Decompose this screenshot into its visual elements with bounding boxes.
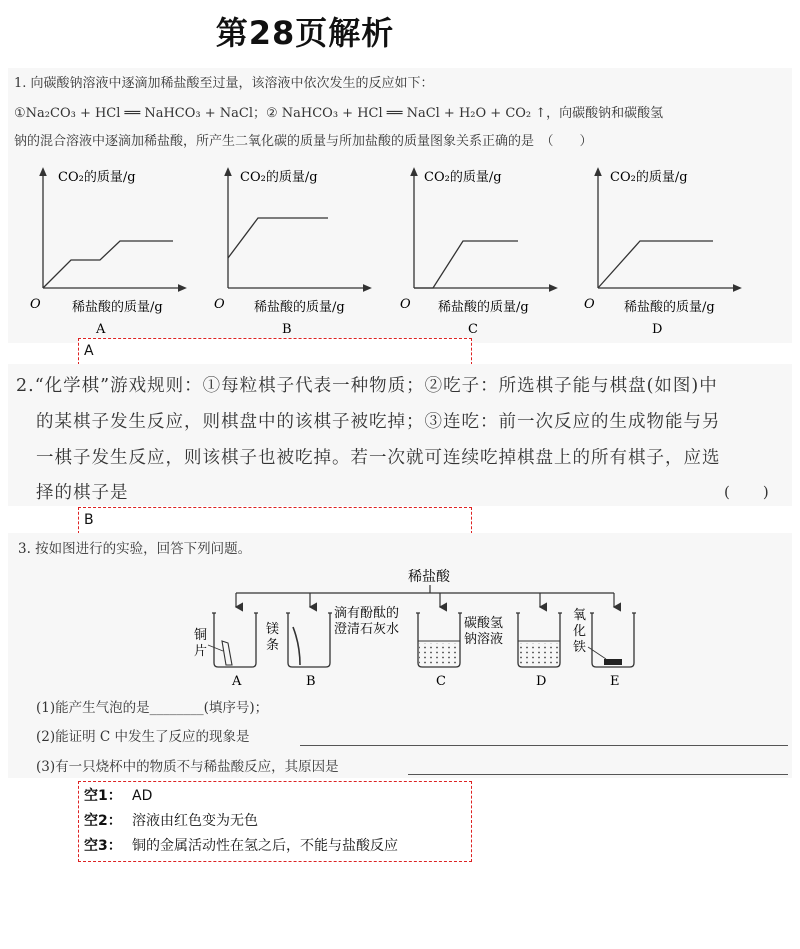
graph-d bbox=[584, 170, 738, 337]
q1-answer: A bbox=[84, 343, 94, 359]
q3-answer-1 bbox=[79, 784, 471, 809]
answer-1-text: AD bbox=[132, 788, 153, 804]
q1-line-3: 钠的混合溶液中逐滴加稀盐酸，所产生二氧化碳的质量与所加盐酸的质量图象关系正确的是 （ ） bbox=[14, 134, 593, 149]
label-c-1: 滴有酚酞的 bbox=[334, 606, 400, 621]
label-e-1: 氧 bbox=[573, 608, 587, 623]
answer-2-label: 空2： bbox=[84, 813, 122, 829]
q3-intro: 3. 按如图进行的实验，回答下列问题。 bbox=[18, 541, 252, 557]
graph-d-xlabel: 稀盐酸的质量/g bbox=[624, 300, 715, 315]
graph-a-option: A bbox=[96, 322, 106, 337]
graph-d-origin: O bbox=[584, 297, 595, 312]
graph-d-ylabel: CO₂的质量/g bbox=[610, 170, 688, 185]
beaker-e-label: E bbox=[610, 674, 620, 689]
q3-sub-2: (2)能证明 C 中发生了反应的现象是 bbox=[36, 729, 250, 745]
graph-b-ylabel: CO₂的质量/g bbox=[240, 170, 318, 185]
question-1-scan bbox=[8, 68, 792, 343]
label-mg-2: 条 bbox=[266, 638, 280, 653]
beaker-c bbox=[334, 605, 462, 689]
q2-answer-box bbox=[78, 507, 472, 534]
graph-b-option: B bbox=[282, 322, 292, 337]
graph-d-curve bbox=[598, 241, 713, 288]
q3-sub-1: (1)能产生气泡的是________(填序号)； bbox=[36, 700, 269, 716]
q1-answer-box bbox=[78, 338, 472, 365]
label-c-2: 澄清石灰水 bbox=[334, 622, 400, 637]
bicarbonate-liquid bbox=[519, 643, 559, 665]
beaker-c-label: C bbox=[436, 674, 446, 689]
iron-oxide-solid bbox=[604, 659, 622, 665]
label-e-2: 化 bbox=[573, 624, 587, 639]
graph-d-option: D bbox=[652, 322, 663, 337]
answer-1-label: 空1： bbox=[84, 788, 122, 804]
q2-line-2: 的某棋子发生反应，则棋盘中的该棋子被吃掉；③连吃：前一次反应的生成物能与另 bbox=[36, 412, 721, 432]
answer-2-text: 溶液由红色变为无色 bbox=[132, 813, 258, 829]
q3-experiment-diagram bbox=[8, 555, 792, 715]
graph-c-option: C bbox=[468, 322, 478, 337]
answer-3-label: 空3： bbox=[84, 838, 122, 854]
q1-line-1: 1. 向碳酸钠溶液中逐滴加稀盐酸至过量，该溶液中依次发生的反应如下： bbox=[14, 76, 434, 91]
q3-answer-box bbox=[78, 781, 472, 862]
acid-label: 稀盐酸 bbox=[408, 569, 450, 585]
beaker-d-label: D bbox=[536, 674, 547, 689]
graph-c-curve bbox=[414, 241, 518, 288]
magnesium-strip-icon bbox=[293, 627, 300, 665]
graph-c-origin: O bbox=[400, 297, 411, 312]
graph-b bbox=[214, 170, 368, 337]
q2-line-4: 择的棋子是 bbox=[36, 483, 129, 503]
copper-sheet-icon bbox=[222, 641, 232, 665]
q2-paren: ( ) bbox=[724, 483, 770, 501]
question-2-scan bbox=[8, 364, 792, 506]
q3-answer-2 bbox=[79, 809, 471, 834]
beaker-a bbox=[194, 613, 258, 689]
q2-answer: B bbox=[84, 512, 94, 528]
beaker-e bbox=[573, 608, 636, 689]
q3-answer-3 bbox=[79, 834, 471, 859]
page-title: 第28页解析 bbox=[215, 14, 395, 52]
limewater-liquid bbox=[419, 643, 459, 665]
graph-a-xlabel: 稀盐酸的质量/g bbox=[72, 300, 163, 315]
beaker-d bbox=[464, 613, 562, 689]
beaker-a-label: A bbox=[232, 674, 242, 689]
label-e-3: 铁 bbox=[573, 640, 587, 655]
label-copper-2: 片 bbox=[194, 644, 208, 659]
q3-blank-2 bbox=[300, 745, 788, 746]
beaker-b bbox=[266, 613, 332, 689]
label-d-2: 钠溶液 bbox=[464, 632, 504, 647]
q2-line-3: 一棋子发生反应，则该棋子也被吃掉。若一次就可连续吃掉棋盘上的所有棋子，应选 bbox=[36, 448, 721, 468]
graph-a-origin: O bbox=[30, 297, 41, 312]
graph-a-curve bbox=[43, 241, 173, 288]
q1-line-2: ①Na₂CO₃ + HCl ══ NaHCO₃ + NaCl；② NaHCO₃ + HCl ══ NaCl + H₂O + CO₂ ↑，向碳酸钠和碳酸氢 bbox=[14, 106, 664, 121]
graph-c-xlabel: 稀盐酸的质量/g bbox=[438, 300, 529, 315]
q2-line-1: 2.“化学棋”游戏规则：①每粒棋子代表一种物质；②吃子：所选棋子能与棋盘(如图)中 bbox=[16, 376, 718, 396]
graph-a bbox=[30, 170, 183, 337]
q3-blank-3 bbox=[408, 774, 788, 775]
label-d-1: 碳酸氢 bbox=[464, 616, 504, 631]
q1-graphs bbox=[8, 161, 792, 341]
answer-3-text: 铜的金属活动性在氢之后，不能与盐酸反应 bbox=[132, 838, 398, 854]
graph-c-ylabel: CO₂的质量/g bbox=[424, 170, 502, 185]
graph-c bbox=[400, 170, 554, 337]
graph-a-ylabel: CO₂的质量/g bbox=[58, 170, 136, 185]
graph-b-origin: O bbox=[214, 297, 225, 312]
question-3-scan bbox=[8, 533, 792, 778]
graph-b-curve bbox=[228, 218, 328, 258]
q3-sub-3: (3)有一只烧杯中的物质不与稀盐酸反应，其原因是 bbox=[36, 759, 339, 775]
label-copper-1: 铜 bbox=[194, 628, 208, 643]
label-mg-1: 镁 bbox=[266, 622, 280, 637]
graph-b-xlabel: 稀盐酸的质量/g bbox=[254, 300, 345, 315]
beaker-b-label: B bbox=[306, 674, 316, 689]
